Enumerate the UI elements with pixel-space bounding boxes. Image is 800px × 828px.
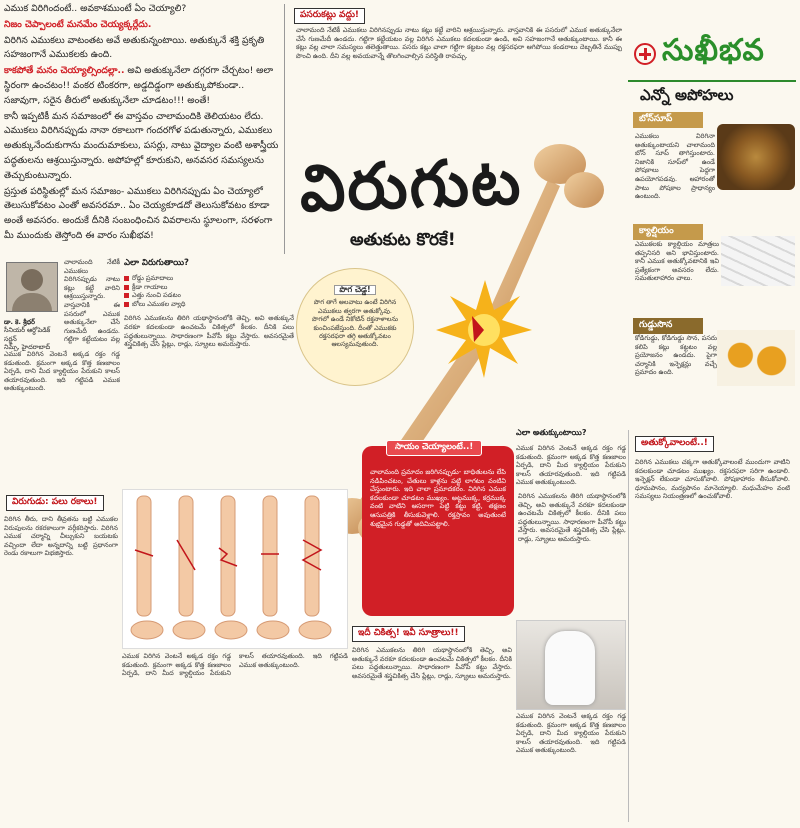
calcium-tablets-image bbox=[721, 236, 795, 286]
atuku-title: అతుక్కోవాలంటే..! bbox=[635, 436, 714, 452]
health-cross-icon bbox=[634, 43, 656, 65]
bone-soup-header: బోన్‌సూప్ bbox=[633, 112, 703, 128]
cause-item: రోడ్డు ప్రమాదాలు bbox=[124, 274, 294, 283]
how-heal-body: ఎముక విరిగిన వెంటనే అక్కడ రక్తం గడ్డ కడుతుంది. క్రమంగా అక్కడ కొత్త కణజాలం ఏర్పడి, దాని మీద క్యాల్షియం పేరుకుని కాలస్ తయారవుతుంది. ఇది గట్టిపడి ఎముక అతుక్కుంటుంది. bbox=[516, 444, 626, 487]
smoking-body: పొగ తాగే అలవాటు ఉంటే విరిగిన ఎముకలు త్వరగా అతుక్కోవు. పొగలో ఉండే నికోటిన్ రక్తనాళాలను కుంచింపజేస్తుంది. దీంతో ఎముకకు రక్తసరఫరా తగ్గి అతుక్కోవటం ఆలస్యమవుతుంది. bbox=[311, 298, 399, 349]
how-break-section bbox=[124, 258, 294, 488]
egg-yolk-image bbox=[717, 330, 795, 386]
author-name: డా. కె. శ్రీధర్ bbox=[4, 318, 35, 326]
intro-highlight-2: కాకపోతే మనం చెయ్యాల్సిందల్లా.. bbox=[4, 65, 125, 77]
intro-highlight-1: నిజం చెప్పాలంటే మనమేం చెయ్యక్కర్లేదు. bbox=[4, 18, 152, 30]
first-aid-title: సాయం చెయ్యాలంటే..! bbox=[386, 440, 482, 456]
myths-sidebar bbox=[633, 112, 797, 422]
how-heal-extra: విరిగిన ఎముకలను తిరిగి యథాస్థానంలోకి తెచ్చి, అవి అతుక్కునే వరకూ కదలకుండా ఉంచటమే చికిత్సలో కీలకం. దీనికి పలు పద్ధతులున్నాయి. సాధారణంగా పీవోపీ కట్టు వేస్తారు. అవసరమైతే శస్త్రచికిత్స చేసి ప్లేట్లు, రాడ్లు, స్క్రూలు అమరుస్తారు. bbox=[518, 492, 626, 543]
pasarlu-section bbox=[290, 4, 624, 122]
egg-yolk-header: గుడ్డుసొన bbox=[633, 318, 703, 334]
left-column-text: ఎముక విరిగిన వెంటనే అక్కడ రక్తం గడ్డ కడుతుంది. క్రమంగా అక్కడ కొత్త కణజాలం ఏర్పడి, దాని మీద క్యాల్షియం పేరుకుని కాలస్ తయారవుతుంది. ఇది గట్టిపడి ఎముక అతుక్కుంటుంది. bbox=[4, 350, 120, 393]
myths-title: ఎన్నో అపోహలు bbox=[640, 86, 734, 104]
intro-line-4: కానీ ఇప్పటికీ మన సమాజంలో ఈ వాస్తవం చాలామందికి తెలియటం లేదు. ఎముకలు విరిగినప్పుడు నానా రకాలుగా గందరగోళ పడుతున్నారు, ఎముకలు అతుక్కునేందుకుగాను మందుమాకులు, పసర్లు, నాటు వైద్యాల వంటి అశాస్త్రీయ పద్ధతులను ఆశ్రయిస్తున్నారు. అపోహల్లో కూరుకుని, అనవసర సమస్యలను తెచ్చుకుంటున్నారు. bbox=[4, 110, 279, 181]
author-side-text: చాలామంది నేటికీ ఎముకలు విరిగినప్పుడు నాటు కట్లు కట్టే వారిని ఆశ్రయిస్తున్నారు. వాస్తవానికి ఈ పసరులో ఎముక అతుక్కునేలా చేసే గుణమేదీ ఉండదు. గట్టిగా కట్టేయటం వల్ల bbox=[64, 258, 120, 344]
fracture-types-illustration bbox=[122, 489, 348, 649]
intro-section bbox=[4, 2, 280, 252]
treatment-section bbox=[352, 620, 512, 822]
types-title: విరుగుడు: పలు రకాలు! bbox=[6, 495, 104, 511]
pasarlu-body: చాలామంది నేటికీ ఎముకలు విరిగినప్పుడు నాటు కట్లు కట్టే వారిని ఆశ్రయిస్తున్నారు. వాస్తవానికి ఈ పసరులో ఎముక అతుక్కునేలా చేసే గుణమేదీ ఉండదు. గట్టిగా కట్టేయటం వల్ల విరిగిన ఎముకలు కదలకుండా ఉండి, అవి సహజంగానే అతుక్కుంటాయి. కానీ ఈ కట్లు వల్ల చాలా సమస్యలు తలెత్తుతాయి. పసరు కట్లు చాలా గట్టిగా కట్టటం వల్ల రక్తసరఫరా ఆగిపోయి కండరాలు దెబ్బతినే ముప్పు పొంచి ఉంది. దీని వల్ల అవయవాన్నే తొలగించాల్సిన పరిస్థితి రావచ్చు. bbox=[296, 26, 622, 60]
cause-item: ఎత్తు నుంచి పడటం bbox=[124, 291, 294, 300]
treatment-title: ఇదీ చికిత్స! ఇవీ సూత్రాలు!! bbox=[352, 626, 465, 642]
egg-yolk-text: కోడిగుడ్డు, కోడిగుడ్డు సొన, పసరు కలిపి కట్లు కట్టటం వల్ల ప్రయోజనం ఉండదు. పైగా చర్మానికి ఇన్ఫెక్షన్లు వచ్చే ప్రమాదం ఉంది. bbox=[635, 334, 717, 377]
intro-line-2: విరిగిన ఎముకలు వాటంతట అవే అతుకున్నంటాయి. అతుక్కునే శక్తి ప్రకృతి సహజంగానే ఎముకలకు ఉంది. bbox=[4, 34, 265, 61]
how-break-title: ఎలా విరుగుతాయి? bbox=[124, 258, 189, 268]
smoking-title: పొగ చెడ్డ! bbox=[334, 285, 375, 295]
types-detail-text: ఎముక విరిగిన వెంటనే అక్కడ రక్తం గడ్డ కడుతుంది. క్రమంగా అక్కడ కొత్త కణజాలం ఏర్పడి, దాని మీద క్యాల్షియం పేరుకుని కాలస్ తయారవుతుంది. ఇది గట్టిపడి ఎముక అతుక్కుంటుంది. bbox=[122, 652, 348, 678]
smoking-bubble bbox=[296, 268, 414, 386]
types-body: విరిగిన తీరు, దాని తీవ్రతను బట్టి ఎముకల విరుపులను రకరకాలుగా వర్గీకరిస్తారు. విరిగిన ఎముక చర్మాన్ని చీల్చుకుని బయటకు వచ్చిందా లేదా అన్నదాన్ని బట్టి ప్రధానంగా రెండు రకాలుగా విభజిస్తారు. bbox=[4, 515, 118, 558]
author-photo bbox=[6, 262, 58, 312]
author-role: సీనియర్ ఆర్థోపెడిక్ సర్జన్ bbox=[4, 326, 51, 343]
calcium-header: క్యాల్షియం bbox=[633, 224, 703, 240]
atuku-body: విరిగిన ఎముకలు చక్కగా అతుక్కోవాలంటే ముందుగా వాటిని కదలకుండా చూడటం ముఖ్యం. రక్తసరఫరా సరిగా ఉండాలి. ఇన్ఫెక్షన్ లేకుండా చూసుకోవాలి. పోషకాహారం తీసుకోవాలి. ధూమపానం, మద్యపానం మానెయ్యాలి. మధుమేహం వంటి సమస్యలు నియంత్రణలో ఉంచుకోవాలి. bbox=[635, 458, 790, 501]
intro-line-1: ఎముక విరిగిందంటే.. అవకాశముంటే ఏం చెయ్యాలి? bbox=[4, 3, 187, 14]
how-break-body: విరిగిన ఎముకలను తిరిగి యథాస్థానంలోకి తెచ్చి, అవి అతుక్కునే వరకూ కదలకుండా ఉంచటమే చికిత్సలో కీలకం. దీనికి పలు పద్ధతులున్నాయి. సాధారణంగా పీవోపీ కట్టు వేస్తారు. అవసరమైతే శస్త్రచికిత్స చేసి ప్లేట్లు, రాడ్లు, స్క్రూలు అమరుస్తారు. bbox=[124, 314, 294, 349]
pasarlu-title: పసరుకట్లు వద్దు! bbox=[294, 8, 365, 24]
intro-line-3: అవి అతుక్కునేలా దగ్గరగా చేర్చటం! అలా స్థిరంగా ఉంచటం!! వంకర టింకరగా, అడ్డదిడ్డంగా అతుక్కుపోకుండా.. సజావుగా, సరైన తీరులో అతుక్కునేలా చూడటం!!! అంతే! bbox=[4, 65, 274, 106]
bone-soup-text: ఎముకలు విరిగినా అతుక్కుంటాయని చాలామంది బోన్ సూప్ తాగిస్తుంటారు. నిజానికి సూప్‌లో ఉండే పోషకాలు పెద్దగా ఉపయోగపడవు. ఆహారంతో పాటు పోషకాల ప్రాధాన్యం ఉంటుంది. bbox=[635, 132, 715, 201]
cause-item: క్రీడా గాయాలు bbox=[124, 283, 294, 292]
cast-image bbox=[516, 620, 626, 710]
brand-banner bbox=[628, 28, 796, 82]
first-aid-box: చాలామంది ప్రమాదం జరిగినప్పుడు- బాధితులను లేపి నడిపించటం, చేతులు కాళ్లను పట్టి లాగటం వంటివి చేస్తుంటారు. ఇది చాలా ప్రమాదకరం. విరిగిన ఎముక కదలకుండా చూడటం ముఖ్యం. అట్టముక్క, కర్రముక్క వంటి వాటిని ఆసరాగా పెట్టి కట్టు కట్టి, తక్షణం ఆసుపత్రికి తీసుకువెళ్లాలి. రక్తస్రావం అవుతుంటే శుభ్రమైన గుడ్డతో అదిమిపట్టాలి. bbox=[362, 446, 514, 616]
author-credit bbox=[4, 318, 64, 352]
main-headline: విరుగుట bbox=[298, 144, 524, 227]
brand-name: సుఖీభవ bbox=[662, 33, 765, 68]
treatment-body: విరిగిన ఎముకలను తిరిగి యథాస్థానంలోకి తెచ్చి, అవి అతుక్కునే వరకూ కదలకుండా ఉంచటమే చికిత్సలో కీలకం. దీనికి పలు పద్ధతులున్నాయి. సాధారణంగా పీవోపీ కట్టు వేస్తారు. అవసరమైతే శస్త్రచికిత్స చేసి ప్లేట్లు, రాడ్లు, స్క్రూలు అమరుస్తారు. bbox=[352, 646, 512, 680]
intro-line-5: ప్రస్తుత పరిస్థితుల్లో మన సమాజం- ఎముకలు విరిగినప్పుడు ఏం చెయ్యాలో తెలుసుకోవటం ఎంతో అవసరమా.. ఏం చెయ్యకూడదో తెలుసుకోవటం కూడా అంతే అవసరం. అందుకే దీనికి సంబంధించిన వివరాలను స్థూలంగా, సరళంగా మీ ముందుకు తెస్తోంది ఈ వారం సుఖీభవ! bbox=[4, 185, 273, 241]
main-subheadline: అతుకుట కొరకే! bbox=[350, 230, 456, 250]
fracture-burst bbox=[436, 280, 532, 378]
how-heal-title: ఎలా అతుక్కుంటాయి? bbox=[516, 428, 587, 437]
bone-soup-image bbox=[717, 124, 795, 190]
atuku-section bbox=[628, 430, 796, 822]
cause-item: బోలు ఎముకల వ్యాధి bbox=[124, 300, 294, 309]
calcium-text: ఎముకలకు క్యాల్షియం మాత్రలు తప్పనిసరి అని భావిస్తుంటారు. కానీ ఎముక అతుక్కోవటానికి ఇవి ప్రత్యేకంగా అవసరం లేదు. సమతులాహారం చాలు. bbox=[635, 240, 719, 283]
author-org: నిమ్స్, హైదరాబాద్ bbox=[4, 343, 51, 352]
cast-text: ఎముక విరిగిన వెంటనే అక్కడ రక్తం గడ్డ కడుతుంది. క్రమంగా అక్కడ కొత్త కణజాలం ఏర్పడి, దాని మీద క్యాల్షియం పేరుకుని కాలస్ తయారవుతుంది. ఇది గట్టిపడి ఎముక అతుక్కుంటుంది. bbox=[516, 712, 626, 755]
